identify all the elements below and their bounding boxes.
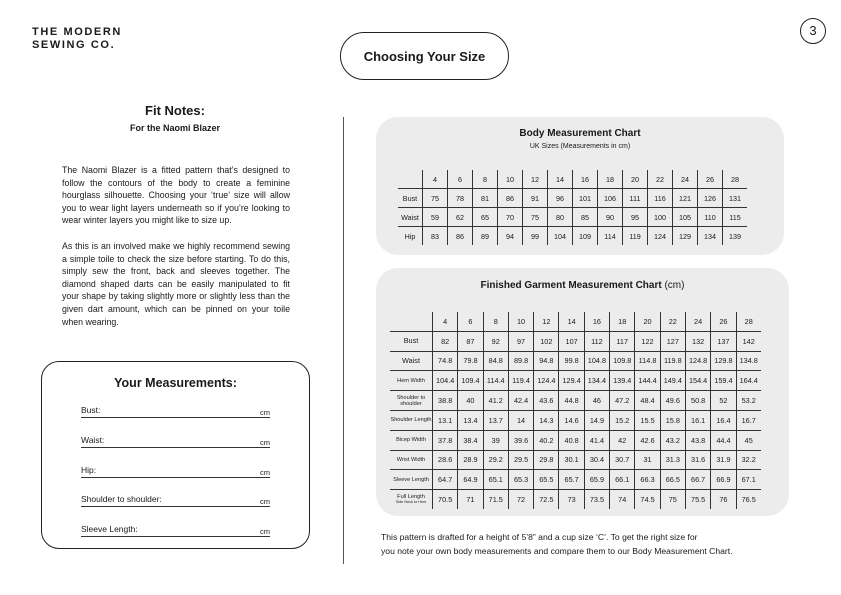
measurement-unit: cm <box>260 438 270 447</box>
size-header-cell: 22 <box>660 312 685 331</box>
measurement-cell: 102 <box>534 331 559 351</box>
measurement-cell: 16.7 <box>736 410 761 430</box>
measurement-cell: 81 <box>473 189 498 208</box>
page-number: 3 <box>800 18 826 44</box>
measurement-cell: 42.6 <box>635 430 660 450</box>
measurement-cell: 164.4 <box>736 371 761 391</box>
measurement-cell: 42 <box>610 430 635 450</box>
measurement-cell: 70 <box>498 208 523 227</box>
measurement-cell: 44.4 <box>711 430 736 450</box>
row-label-text: Waist <box>402 355 420 365</box>
measurement-cell: 44.8 <box>559 391 584 411</box>
measurement-cell: 129.4 <box>559 371 584 391</box>
measurement-cell: 38.4 <box>458 430 483 450</box>
row-label <box>390 371 433 391</box>
measurement-cell: 14.9 <box>584 410 609 430</box>
measurement-cell: 75.5 <box>685 490 710 509</box>
measurement-cell: 99.8 <box>559 351 584 371</box>
measurement-cell: 131 <box>723 189 748 208</box>
size-header-cell: 20 <box>635 312 660 331</box>
row-label-text: Waist <box>401 212 419 222</box>
measurement-cell: 129.8 <box>711 351 736 371</box>
measurement-cell: 67.1 <box>736 470 761 490</box>
garment-chart-title-unit: (cm) <box>664 280 685 291</box>
measurement-cell: 99 <box>523 227 548 246</box>
garment-chart-title-text: Finished Garment Measurement Chart <box>480 280 662 291</box>
row-label <box>390 410 433 430</box>
measurement-cell: 127 <box>660 331 685 351</box>
footer-note-line-1: This pattern is drafted for a height of 5’8” and a cup size ‘C’. To get the right size for <box>381 532 698 542</box>
row-label <box>398 208 423 227</box>
measurement-cell: 74 <box>610 490 635 509</box>
measurement-cell: 139.4 <box>610 371 635 391</box>
page-title <box>340 32 509 80</box>
measurement-cell: 86 <box>448 227 473 246</box>
row-label-text: Hem Width <box>397 377 425 384</box>
table-row <box>398 189 747 208</box>
measurement-cell: 43.8 <box>685 430 710 450</box>
measurement-cell: 66.3 <box>635 470 660 490</box>
measurement-cell: 66.9 <box>711 470 736 490</box>
measurement-label: Waist: <box>81 435 105 445</box>
measurement-field-bust[interactable] <box>81 402 270 418</box>
measurement-cell: 122 <box>635 331 660 351</box>
row-label <box>390 391 433 411</box>
measurement-cell: 14.6 <box>559 410 584 430</box>
row-label-text: Full Length <box>397 494 425 501</box>
measurement-cell: 110 <box>698 208 723 227</box>
measurement-cell: 80 <box>548 208 573 227</box>
size-header-cell: 10 <box>508 312 533 331</box>
measurement-cell: 29.8 <box>534 450 559 470</box>
measurement-cell: 30.4 <box>584 450 609 470</box>
measurement-cell: 30.1 <box>559 450 584 470</box>
row-label <box>390 490 433 509</box>
row-label-text: Bicep Width <box>396 437 426 444</box>
measurement-cell: 40 <box>458 391 483 411</box>
footer-note <box>381 531 791 558</box>
measurement-cell: 121 <box>673 189 698 208</box>
table-row <box>390 351 761 371</box>
measurement-cell: 72 <box>508 490 533 509</box>
row-label-text: Wrist Width <box>396 456 426 463</box>
fit-notes-title: Fit Notes: <box>145 103 205 118</box>
measurement-cell: 40.8 <box>559 430 584 450</box>
measurement-cell: 14 <box>508 410 533 430</box>
measurement-cell: 117 <box>610 331 635 351</box>
measurement-cell: 100 <box>648 208 673 227</box>
measurement-cell: 134.4 <box>584 371 609 391</box>
row-label <box>398 227 423 246</box>
garment-measurement-table <box>390 312 761 509</box>
measurement-field-shoulder[interactable] <box>81 491 270 507</box>
table-row <box>390 371 761 391</box>
measurement-cell: 90 <box>598 208 623 227</box>
measurement-cell: 39 <box>483 430 508 450</box>
size-header-cell: 6 <box>458 312 483 331</box>
size-header-cell: 4 <box>423 170 448 189</box>
table-row <box>390 490 761 509</box>
measurement-cell: 97 <box>508 331 533 351</box>
measurement-cell: 101 <box>573 189 598 208</box>
measurement-cell: 62 <box>448 208 473 227</box>
table-row <box>390 470 761 490</box>
size-header-row <box>398 170 747 189</box>
measurement-unit: cm <box>260 468 270 477</box>
measurement-cell: 47.2 <box>610 391 635 411</box>
measurement-cell: 137 <box>711 331 736 351</box>
measurement-label: Hip: <box>81 465 97 475</box>
measurement-cell: 31.6 <box>685 450 710 470</box>
row-label-subtext: Side Neck to Hem <box>395 500 427 505</box>
measurement-field-waist[interactable] <box>81 432 270 448</box>
measurement-cell: 114 <box>598 227 623 246</box>
measurement-cell: 13.1 <box>433 410 458 430</box>
garment-chart-title <box>376 280 789 291</box>
measurement-cell: 119 <box>623 227 648 246</box>
measurement-field-sleeve[interactable] <box>81 521 270 537</box>
row-label <box>390 470 433 490</box>
size-header-cell: 24 <box>685 312 710 331</box>
measurement-cell: 31 <box>635 450 660 470</box>
page-title-text: Choosing Your Size <box>363 48 486 64</box>
measurement-cell: 66.1 <box>610 470 635 490</box>
table-corner-cell <box>390 312 433 331</box>
measurement-cell: 50.8 <box>685 391 710 411</box>
measurement-cell: 16.4 <box>711 410 736 430</box>
table-row <box>398 208 747 227</box>
table-row <box>390 410 761 430</box>
row-label-text: Bust <box>403 336 419 346</box>
measurement-cell: 104.8 <box>584 351 609 371</box>
table-row <box>390 430 761 450</box>
table-row <box>390 331 761 351</box>
measurement-cell: 159.4 <box>711 371 736 391</box>
measurement-cell: 119.4 <box>508 371 533 391</box>
measurement-cell: 29.5 <box>508 450 533 470</box>
measurement-cell: 114.8 <box>635 351 660 371</box>
measurement-cell: 31.3 <box>660 450 685 470</box>
measurement-cell: 66.7 <box>685 470 710 490</box>
measurement-unit: cm <box>260 408 270 417</box>
measurement-cell: 91 <box>523 189 548 208</box>
measurement-cell: 15.8 <box>660 410 685 430</box>
measurement-cell: 124 <box>648 227 673 246</box>
size-header-cell: 18 <box>610 312 635 331</box>
measurement-cell: 38.8 <box>433 391 458 411</box>
measurement-cell: 106 <box>598 189 623 208</box>
measurement-cell: 119.8 <box>660 351 685 371</box>
size-header-cell: 24 <box>673 170 698 189</box>
measurement-cell: 85 <box>573 208 598 227</box>
size-header-cell: 18 <box>598 170 623 189</box>
measurement-cell: 111 <box>623 189 648 208</box>
size-header-cell: 8 <box>483 312 508 331</box>
row-label-text: Hip <box>404 231 416 241</box>
measurement-cell: 154.4 <box>685 371 710 391</box>
measurement-cell: 65.9 <box>584 470 609 490</box>
measurement-cell: 107 <box>559 331 584 351</box>
measurement-cell: 70.5 <box>433 490 458 509</box>
measurement-cell: 94.8 <box>534 351 559 371</box>
body-chart-subtitle: UK Sizes (Measurements in cm) <box>529 143 631 150</box>
measurement-cell: 16.1 <box>685 410 710 430</box>
measurement-cell: 124.8 <box>685 351 710 371</box>
measurement-cell: 29.2 <box>483 450 508 470</box>
measurement-cell: 75 <box>523 208 548 227</box>
your-measurements-box <box>41 361 310 549</box>
measurement-cell: 94 <box>498 227 523 246</box>
measurement-cell: 14.3 <box>534 410 559 430</box>
body-measurement-table <box>398 170 747 245</box>
measurement-cell: 65 <box>473 208 498 227</box>
measurement-unit: cm <box>260 527 270 536</box>
measurement-cell: 41.4 <box>584 430 609 450</box>
size-header-cell: 16 <box>573 170 598 189</box>
measurement-cell: 104.4 <box>433 371 458 391</box>
row-label-text: Shoulder to shoulder <box>396 394 426 407</box>
measurement-cell: 37.8 <box>433 430 458 450</box>
measurement-cell: 76.5 <box>736 490 761 509</box>
measurement-cell: 83 <box>423 227 448 246</box>
measurement-cell: 13.4 <box>458 410 483 430</box>
measurement-unit: cm <box>260 497 270 506</box>
size-header-cell: 10 <box>498 170 523 189</box>
measurement-cell: 129 <box>673 227 698 246</box>
size-header-cell: 14 <box>548 170 573 189</box>
measurement-cell: 74.8 <box>433 351 458 371</box>
size-header-cell: 28 <box>723 170 748 189</box>
row-label <box>390 430 433 450</box>
measurement-cell: 139 <box>723 227 748 246</box>
size-header-cell: 14 <box>559 312 584 331</box>
measurement-cell: 41.2 <box>483 391 508 411</box>
measurement-cell: 52 <box>711 391 736 411</box>
size-header-cell: 28 <box>736 312 761 331</box>
measurement-cell: 79.8 <box>458 351 483 371</box>
size-header-cell: 26 <box>698 170 723 189</box>
column-divider <box>343 117 344 564</box>
measurement-cell: 134 <box>698 227 723 246</box>
measurement-cell: 59 <box>423 208 448 227</box>
measurement-cell: 87 <box>458 331 483 351</box>
measurement-label: Sleeve Length: <box>81 524 138 534</box>
measurement-cell: 109.8 <box>610 351 635 371</box>
row-label <box>390 351 433 371</box>
measurement-cell: 65.7 <box>559 470 584 490</box>
size-header-cell: 12 <box>534 312 559 331</box>
measurement-cell: 134.8 <box>736 351 761 371</box>
measurement-cell: 28.6 <box>433 450 458 470</box>
table-row <box>398 227 747 246</box>
row-label-text: Sleeve Length <box>393 476 429 483</box>
measurement-cell: 31.9 <box>711 450 736 470</box>
measurement-cell: 13.7 <box>483 410 508 430</box>
row-label <box>390 450 433 470</box>
measurement-cell: 71.5 <box>483 490 508 509</box>
measurement-cell: 116 <box>648 189 673 208</box>
measurement-cell: 30.7 <box>610 450 635 470</box>
measurement-cell: 66.5 <box>660 470 685 490</box>
measurement-cell: 78 <box>448 189 473 208</box>
measurement-cell: 95 <box>623 208 648 227</box>
measurement-cell: 73.5 <box>584 490 609 509</box>
measurement-cell: 65.5 <box>534 470 559 490</box>
size-header-cell: 4 <box>433 312 458 331</box>
logo-line-1: THE MODERN <box>32 26 122 38</box>
table-row <box>390 450 761 470</box>
body-chart-title: Body Measurement Chart <box>519 128 641 139</box>
measurement-cell: 74.5 <box>635 490 660 509</box>
measurement-cell: 92 <box>483 331 508 351</box>
measurement-cell: 109.4 <box>458 371 483 391</box>
measurement-cell: 82 <box>433 331 458 351</box>
fit-notes-paragraph-1: The Naomi Blazer is a fitted pattern that’s designed to follow the contours of the body to create a feminine hourglass silhouette. Choosing your ‘true’ size will allow you to wear light layers underneath so if you’re looking to wear winter layers you might like to size up. <box>62 165 290 226</box>
measurement-cell: 72.5 <box>534 490 559 509</box>
measurement-cell: 104 <box>548 227 573 246</box>
measurement-cell: 64.7 <box>433 470 458 490</box>
measurement-cell: 76 <box>711 490 736 509</box>
measurement-cell: 64.9 <box>458 470 483 490</box>
footer-note-line-2: you note your own body measurements and compare them to our Body Measurement Chart. <box>381 545 733 556</box>
brand-logo <box>32 26 122 52</box>
fit-notes-paragraph-2: As this is an involved make we highly recommend sewing a simple toile to check the size before starting. To do this, simply sew the front, back and sleeves together. The diamond shaped darts can be easily manipulated to fit your shape by taking slightly more or slightly less than the given dart amount, which can be pinned on your toile when wearing. <box>62 241 290 327</box>
measurement-cell: 149.4 <box>660 371 685 391</box>
measurement-cell: 40.2 <box>534 430 559 450</box>
measurement-cell: 65.3 <box>508 470 533 490</box>
size-header-cell: 12 <box>523 170 548 189</box>
measurement-cell: 132 <box>685 331 710 351</box>
size-header-row <box>390 312 761 331</box>
measurement-cell: 89 <box>473 227 498 246</box>
measurement-cell: 48.4 <box>635 391 660 411</box>
measurement-cell: 114.4 <box>483 371 508 391</box>
measurement-cell: 142 <box>736 331 761 351</box>
measurement-cell: 15.2 <box>610 410 635 430</box>
table-row <box>390 391 761 411</box>
size-header-cell: 6 <box>448 170 473 189</box>
table-corner-cell <box>398 170 423 189</box>
measurement-label: Shoulder to shoulder: <box>81 494 162 504</box>
fit-notes-subtitle: For the Naomi Blazer <box>129 123 221 133</box>
measurement-cell: 65.1 <box>483 470 508 490</box>
measurement-cell: 126 <box>698 189 723 208</box>
measurement-cell: 53.2 <box>736 391 761 411</box>
size-header-cell: 16 <box>584 312 609 331</box>
measurement-cell: 42.4 <box>508 391 533 411</box>
size-header-cell: 20 <box>623 170 648 189</box>
measurement-cell: 109 <box>573 227 598 246</box>
measurement-cell: 45 <box>736 430 761 450</box>
measurement-cell: 84.8 <box>483 351 508 371</box>
measurement-cell: 75 <box>423 189 448 208</box>
measurement-cell: 89.8 <box>508 351 533 371</box>
row-label <box>390 331 433 351</box>
measurement-cell: 124.4 <box>534 371 559 391</box>
measurement-cell: 115 <box>723 208 748 227</box>
measurement-cell: 86 <box>498 189 523 208</box>
measurement-cell: 71 <box>458 490 483 509</box>
measurement-cell: 43.6 <box>534 391 559 411</box>
row-label-text: Shoulder Length <box>390 417 432 424</box>
row-label <box>398 189 423 208</box>
measurement-cell: 144.4 <box>635 371 660 391</box>
measurement-cell: 75 <box>660 490 685 509</box>
measurement-cell: 28.9 <box>458 450 483 470</box>
row-label-text: Bust <box>402 193 418 203</box>
measurement-cell: 39.6 <box>508 430 533 450</box>
measurement-cell: 46 <box>584 391 609 411</box>
measurement-label: Bust: <box>81 405 101 415</box>
size-header-cell: 8 <box>473 170 498 189</box>
measurement-cell: 32.2 <box>736 450 761 470</box>
measurement-cell: 112 <box>584 331 609 351</box>
measurement-cell: 96 <box>548 189 573 208</box>
measurement-cell: 73 <box>559 490 584 509</box>
size-header-cell: 22 <box>648 170 673 189</box>
measurement-field-hip[interactable] <box>81 462 270 478</box>
measurement-cell: 43.2 <box>660 430 685 450</box>
measurement-cell: 15.5 <box>635 410 660 430</box>
your-measurements-title: Your Measurements: <box>114 376 237 390</box>
size-header-cell: 26 <box>711 312 736 331</box>
measurement-cell: 49.6 <box>660 391 685 411</box>
measurement-cell: 105 <box>673 208 698 227</box>
logo-line-2: SEWING CO. <box>32 39 116 51</box>
